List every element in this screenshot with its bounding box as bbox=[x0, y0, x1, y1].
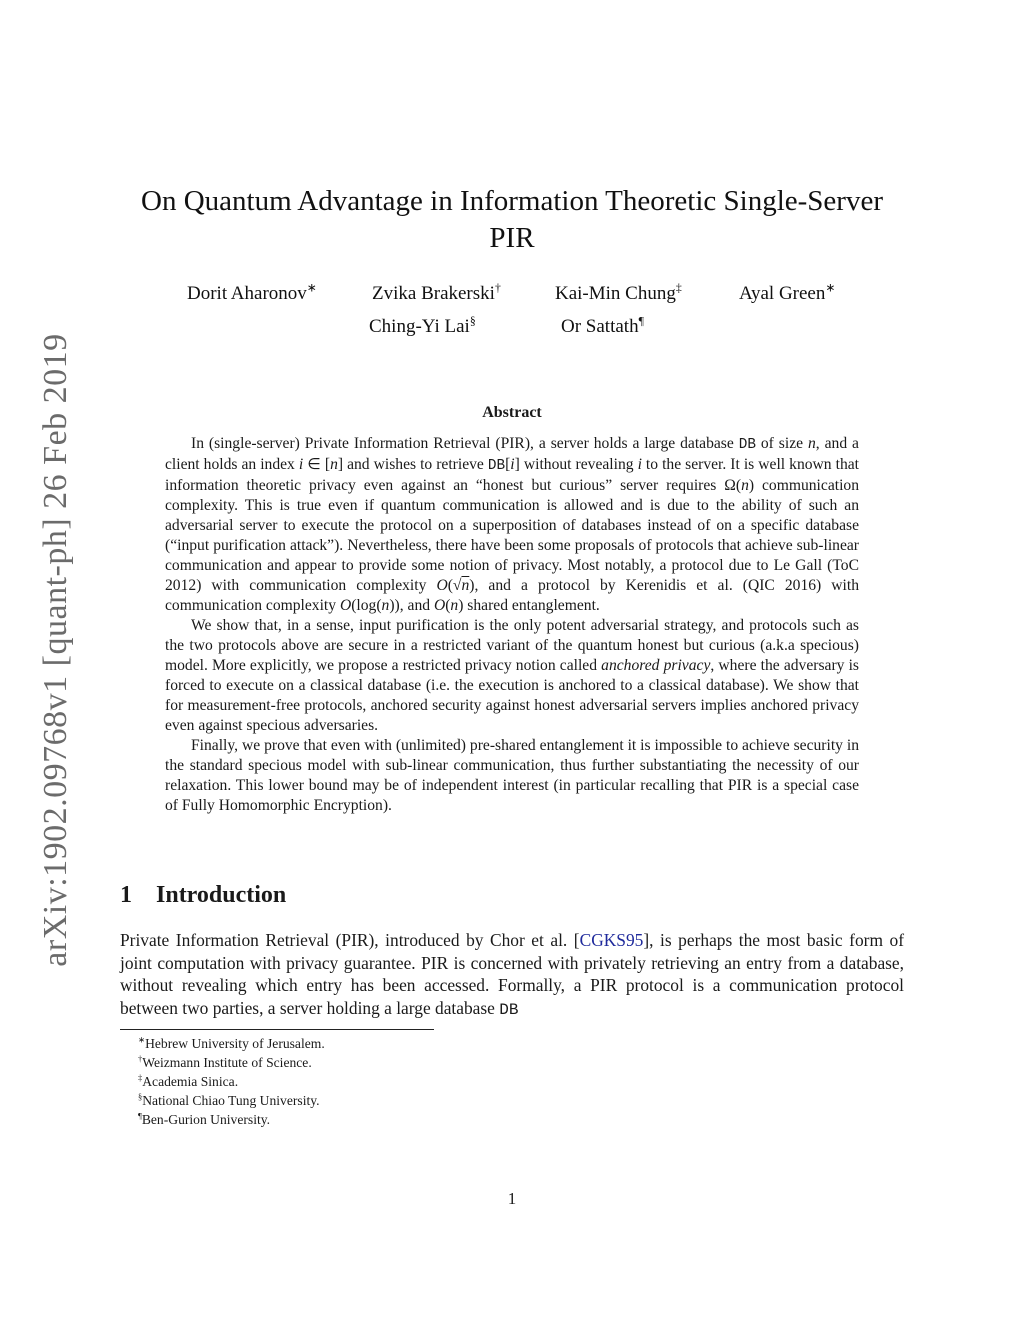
footnote-divider bbox=[120, 1029, 434, 1030]
citation-link-cgks95[interactable]: CGKS95 bbox=[579, 930, 644, 950]
footnote-item: ‡Academia Sinica. bbox=[138, 1072, 239, 1089]
paper-title-line-1: On Quantum Advantage in Information Theoretic Single-Server bbox=[141, 185, 883, 217]
abstract-body bbox=[165, 434, 859, 816]
footnote-item: ¶Ben-Gurion University. bbox=[138, 1110, 271, 1127]
paper-title-line-2: PIR bbox=[489, 222, 535, 254]
abstract-paragraph-3: Finally, we prove that even with (unlimited) pre-shared entanglement it is impossible to achieve security in the standard specious model with sub-linear communication, thus further substantiating the necessity of our relaxation. This lower bound may be of independent interest (in particular recalling that PIR is a special case of Fully Homomorphic Encryption). bbox=[165, 737, 859, 814]
arxiv-identifier-stamp: arXiv:1902.09768v1 [quant-ph] 26 Feb 2019 bbox=[37, 333, 74, 967]
author-chung: Kai-Min Chung‡ bbox=[555, 281, 682, 304]
footnote-item: §National Chiao Tung University. bbox=[138, 1091, 320, 1108]
author-green: Ayal Green∗ bbox=[739, 281, 836, 304]
author-brakerski: Zvika Brakerski† bbox=[372, 281, 501, 304]
paper-title bbox=[140, 183, 884, 257]
abstract-heading: Abstract bbox=[482, 404, 542, 421]
author-list bbox=[140, 283, 884, 343]
section-heading-introduction bbox=[120, 882, 286, 909]
section-number: 1 bbox=[120, 882, 132, 908]
introduction-paragraph: Private Information Retrieval (PIR), introduced by Chor et al. [CGKS95], is perhaps the most basic form of joint computation with privacy guarantee. PIR is concerned with privately retrieving an entry from a database, without revealing which entry has been accessed. Formally, a PIR protocol is a communication protocol between two parties, a server holding a large database DB bbox=[120, 930, 904, 1019]
author-sattath: Or Sattath¶ bbox=[561, 314, 644, 337]
section-title: Introduction bbox=[156, 882, 287, 908]
footnote-item: ∗Hebrew University of Jerusalem. bbox=[138, 1034, 325, 1051]
abstract-paragraph-2: We show that, in a sense, input purification is the only potent adversarial strategy, and protocols such as the two protocols above are secure in a restricted variant of the quantum honest but curious (a.k.a specious) model. More explicitly, we propose a restricted privacy notion called anchored privacy, where the adversary is forced to execute on a classical database (i.e. the execution is anchored to a classical database). We show that for measurement-free protocols, anchored security against honest adversarial servers implies anchored privacy even against specious adversaries. bbox=[165, 617, 859, 734]
abstract-paragraph-1: In (single-server) Private Information Retrieval (PIR), a server holds a large database DB of size n, and a client holds an index i ∈ [n] and wishes to retrieve DB[i] without revealing i to the server. It is well known that information theoretic privacy even against an “honest but curious” server requires Ω(n) communication complexity. This is true even if quantum communication is allowed and is due to the ability of such an adversarial server to execute the protocol on a superposition of databases instead of on a specific database (“input purification attack”). Nevertheless, there have been some proposals of protocols that achieve sub-linear communication and appear to provide some notion of privacy. Most notably, a protocol due to Le Gall (ToC 2012) with communication complexity O(√n), and a protocol by Kerenidis et al. (QIC 2016) with communication complexity O(log(n)), and O(n) shared entanglement. bbox=[165, 435, 859, 614]
page-number: 1 bbox=[507, 1189, 517, 1208]
footnote-item: †Weizmann Institute of Science. bbox=[138, 1053, 312, 1070]
footnotes bbox=[138, 1034, 325, 1129]
author-lai: Ching-Yi Lai§ bbox=[369, 314, 476, 337]
author-aharonov: Dorit Aharonov∗ bbox=[187, 281, 317, 304]
